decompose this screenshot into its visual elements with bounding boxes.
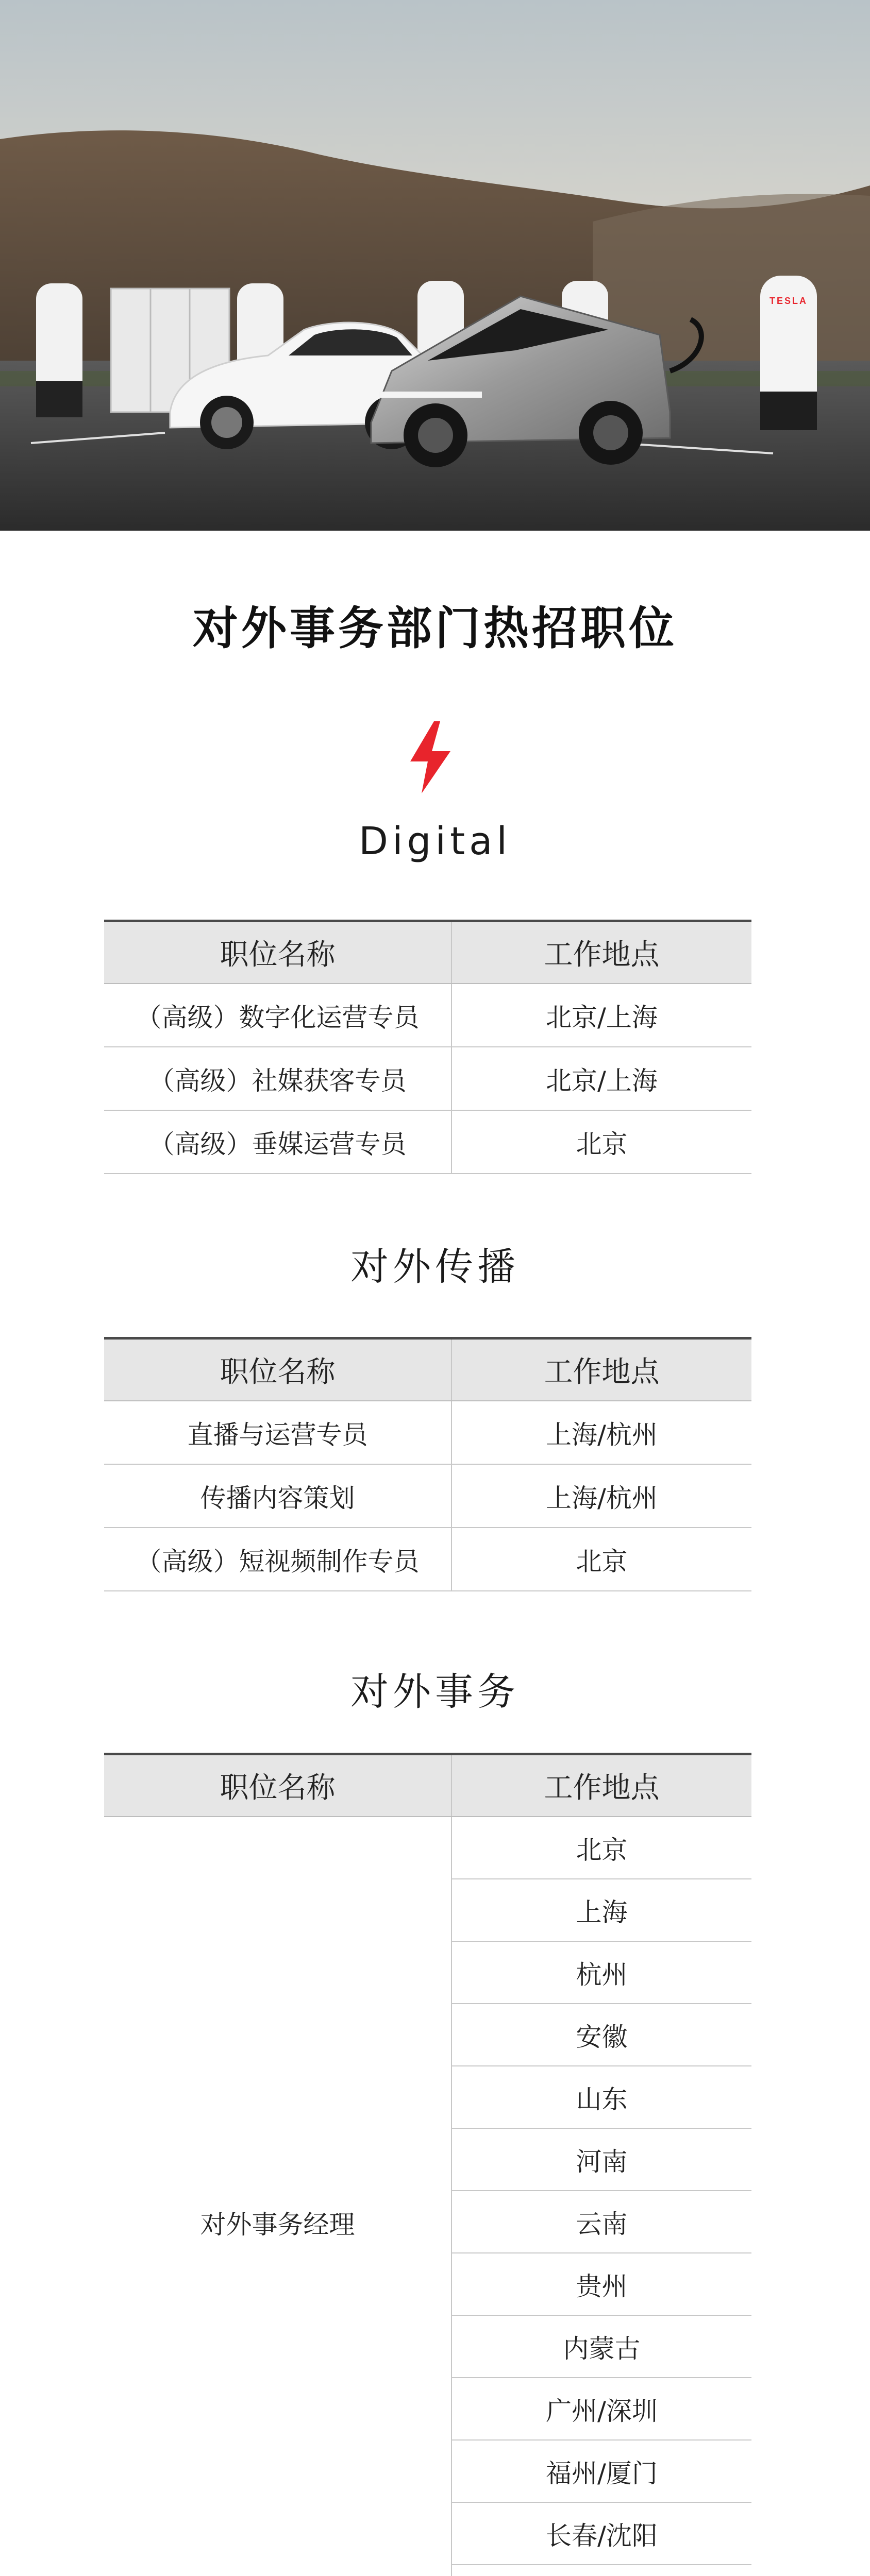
table-header-row (104, 1340, 751, 1401)
job-position: （高级）短视频制作专员 (104, 1528, 452, 1590)
table-row (104, 1465, 751, 1528)
table-header-row (104, 1755, 751, 1817)
supercharger-left (36, 283, 82, 417)
charger-brand-text: TESLA (769, 296, 808, 306)
job-location: 广州/深圳 (452, 2378, 751, 2441)
header-location: 工作地点 (544, 1355, 660, 1389)
job-location: 北京/上海 (546, 1002, 658, 1032)
job-position: （高级）数字化运营专员 (104, 984, 452, 1046)
job-location: 上海/杭州 (546, 1419, 658, 1450)
job-position: （高级）垂媒运营专员 (104, 1111, 452, 1173)
table-row (104, 1528, 751, 1591)
job-location: 福州/厦门 (452, 2441, 751, 2503)
section-title-digital: Digital (359, 819, 511, 863)
job-location: 上海 (452, 1879, 751, 1942)
job-location: 北京/上海 (546, 1065, 658, 1096)
section-title-affairs: 对外事务 (350, 1670, 520, 1714)
header-location: 工作地点 (544, 1771, 660, 1805)
table-row (104, 1111, 751, 1174)
job-location: 安徽 (452, 2004, 751, 2066)
table-row (104, 984, 751, 1047)
job-location: 内蒙古 (452, 2316, 751, 2378)
supercharger-right (760, 276, 817, 430)
digital-job-table (104, 920, 751, 1174)
table-row (104, 1401, 751, 1465)
job-position: 传播内容策划 (104, 1465, 452, 1527)
hero-image (0, 0, 870, 531)
job-location: 云南 (452, 2191, 751, 2253)
job-position: 直播与运营专员 (104, 1401, 452, 1464)
job-location: 杭州 (452, 1942, 751, 2004)
header-position: 职位名称 (104, 1755, 452, 1816)
job-location: 北京 (452, 1817, 751, 1879)
affairs-merged-row (104, 1817, 751, 2576)
table-header-row (104, 922, 751, 984)
header-location: 工作地点 (544, 938, 660, 972)
page-title: 对外事务部门热招职位 (192, 602, 677, 655)
comms-job-table (104, 1337, 751, 1591)
section-title-comms: 对外传播 (350, 1245, 520, 1289)
table-row (104, 1047, 751, 1111)
job-location (452, 2565, 751, 2576)
job-position: （高级）社媒获客专员 (104, 1047, 452, 1110)
job-location: 贵州 (452, 2253, 751, 2316)
job-location: 河南 (452, 2129, 751, 2191)
job-position: 对外事务经理 (104, 1817, 452, 2576)
lightning-bolt-icon (404, 721, 456, 793)
job-location: 北京 (576, 1129, 628, 1159)
hero-illustration (0, 0, 870, 531)
header-position: 职位名称 (104, 922, 452, 983)
header-position: 职位名称 (104, 1340, 452, 1400)
affairs-job-table (104, 1753, 751, 2576)
job-location: 上海/杭州 (546, 1483, 658, 1513)
job-location: 长春/沈阳 (452, 2503, 751, 2565)
job-location: 北京 (576, 1546, 628, 1577)
affairs-location-list (452, 1817, 751, 2576)
job-location: 山东 (452, 2066, 751, 2129)
